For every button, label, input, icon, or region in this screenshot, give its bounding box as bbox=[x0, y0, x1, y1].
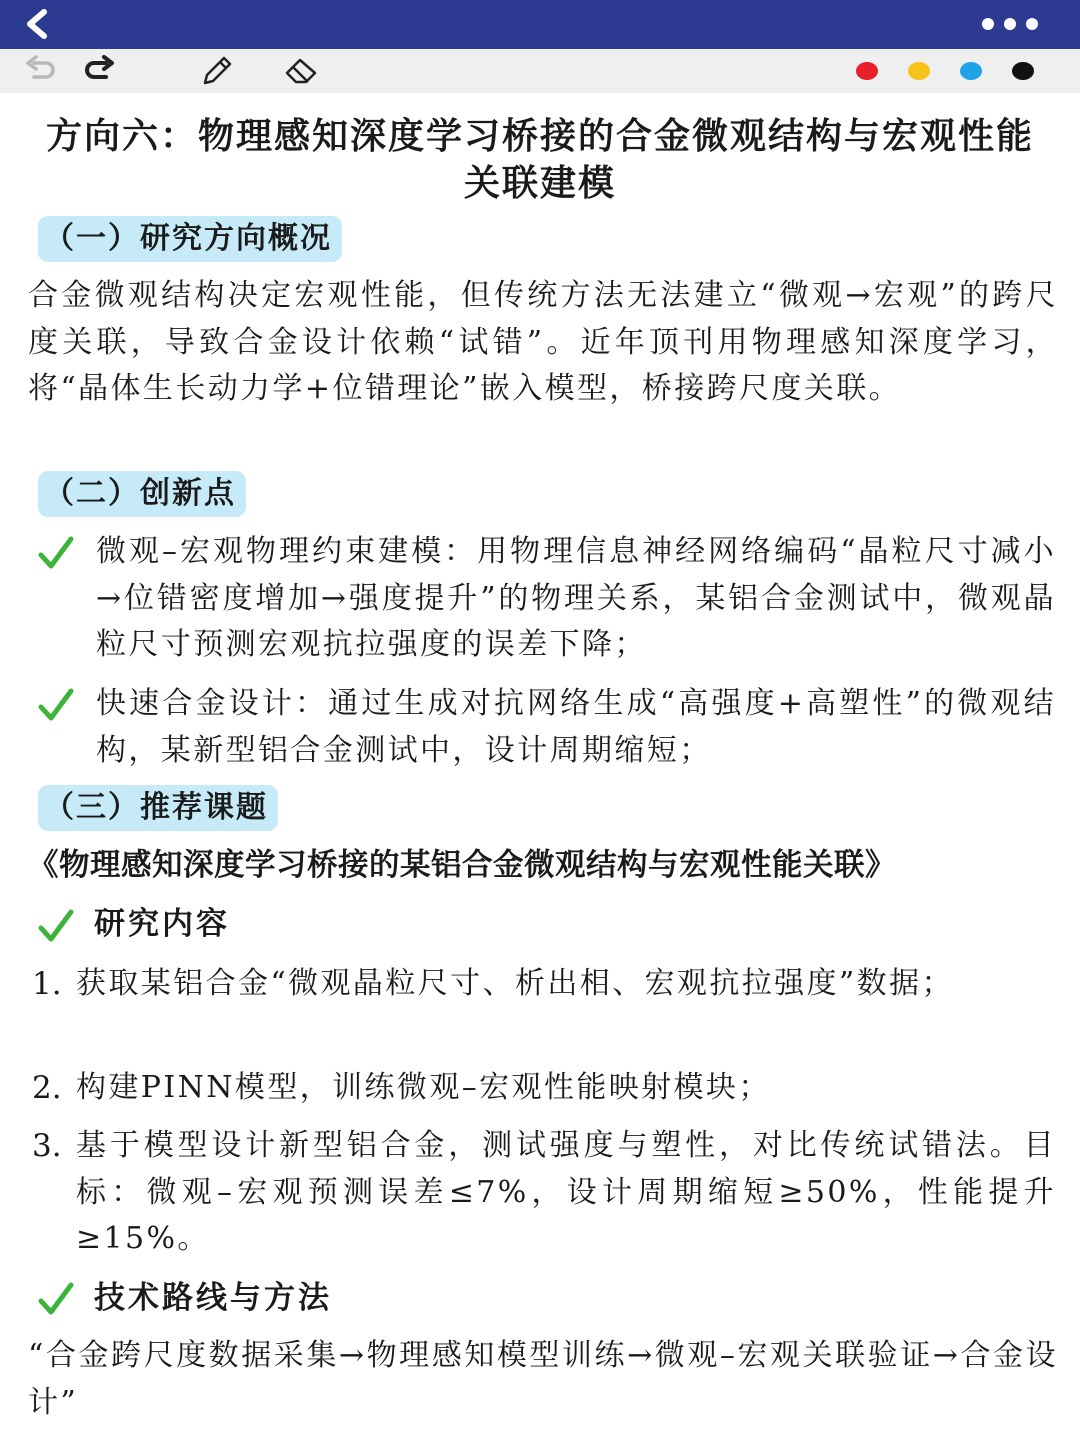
more-options-icon[interactable] bbox=[980, 16, 1040, 32]
innovation-item: 快速合金设计：通过生成对抗网络生成“高强度+高塑性”的微观结构，某新型铝合金测试中，设计周期缩短； bbox=[96, 686, 1056, 768]
section-heading-overview: （一）研究方向概况 bbox=[38, 216, 342, 262]
research-item-text: 构建PINN模型，训练微观–宏观性能映射模块； bbox=[76, 1070, 771, 1105]
method-heading: 技术路线与方法 bbox=[94, 1280, 332, 1316]
section-overview-body: 合金微观结构决定宏观性能，但传统方法无法建立“微观→宏观”的跨尺度关联，导致合金设计依赖“试错”。近年顶刊用物理感知深度学习，将“晶体生长动力学+位错理论”嵌入模型，桥接跨尺度关联。 bbox=[28, 278, 1058, 406]
top-bar bbox=[0, 0, 1080, 49]
research-content-heading: 研究内容 bbox=[94, 906, 230, 942]
section-heading-innovation: （二）创新点 bbox=[38, 471, 246, 517]
checkmark-icon bbox=[38, 908, 74, 944]
research-item-text: 基于模型设计新型铝合金，测试强度与塑性，对比传统试错法。目标：微观–宏观预测误差≤7%，设计周期缩短≥50%，性能提升≥15%。 bbox=[76, 1128, 1056, 1256]
checkmark-icon bbox=[38, 1281, 74, 1317]
color-swatch-red[interactable] bbox=[856, 62, 878, 80]
list-number: 2. bbox=[32, 1070, 62, 1106]
section-heading-recommended-topic: （三）推荐课题 bbox=[38, 785, 278, 831]
redo-icon[interactable] bbox=[82, 55, 116, 87]
method-route-text: “合金跨尺度数据采集→物理感知模型训练→微观–宏观关联验证→合金设计” bbox=[28, 1338, 1058, 1420]
research-item-text: 获取某铝合金“微观晶粒尺寸、析出相、宏观抗拉强度”数据； bbox=[76, 966, 954, 1001]
back-chevron-icon[interactable] bbox=[22, 8, 54, 40]
recommended-topic-title: 《物理感知深度学习桥接的某铝合金微观结构与宏观性能关联》 bbox=[28, 848, 896, 883]
eraser-icon[interactable] bbox=[284, 55, 318, 87]
list-number: 1. bbox=[32, 966, 62, 1002]
color-swatch-blue[interactable] bbox=[960, 62, 982, 80]
checkmark-icon bbox=[38, 535, 74, 571]
pen-icon[interactable] bbox=[200, 55, 234, 87]
list-number: 3. bbox=[32, 1128, 62, 1164]
innovation-item: 微观–宏观物理约束建模：用物理信息神经网络编码“晶粒尺寸减小→位错密度增加→强度提升”的物理关系，某铝合金测试中，微观晶粒尺寸预测宏观抗拉强度的误差下降； bbox=[96, 534, 1056, 662]
checkmark-icon bbox=[38, 687, 74, 723]
color-swatch-yellow[interactable] bbox=[908, 62, 930, 80]
undo-icon[interactable] bbox=[24, 55, 58, 87]
color-swatch-black[interactable] bbox=[1012, 62, 1034, 80]
document-title: 方向六：物理感知深度学习桥接的合金微观结构与宏观性能关联建模 bbox=[45, 116, 1034, 204]
